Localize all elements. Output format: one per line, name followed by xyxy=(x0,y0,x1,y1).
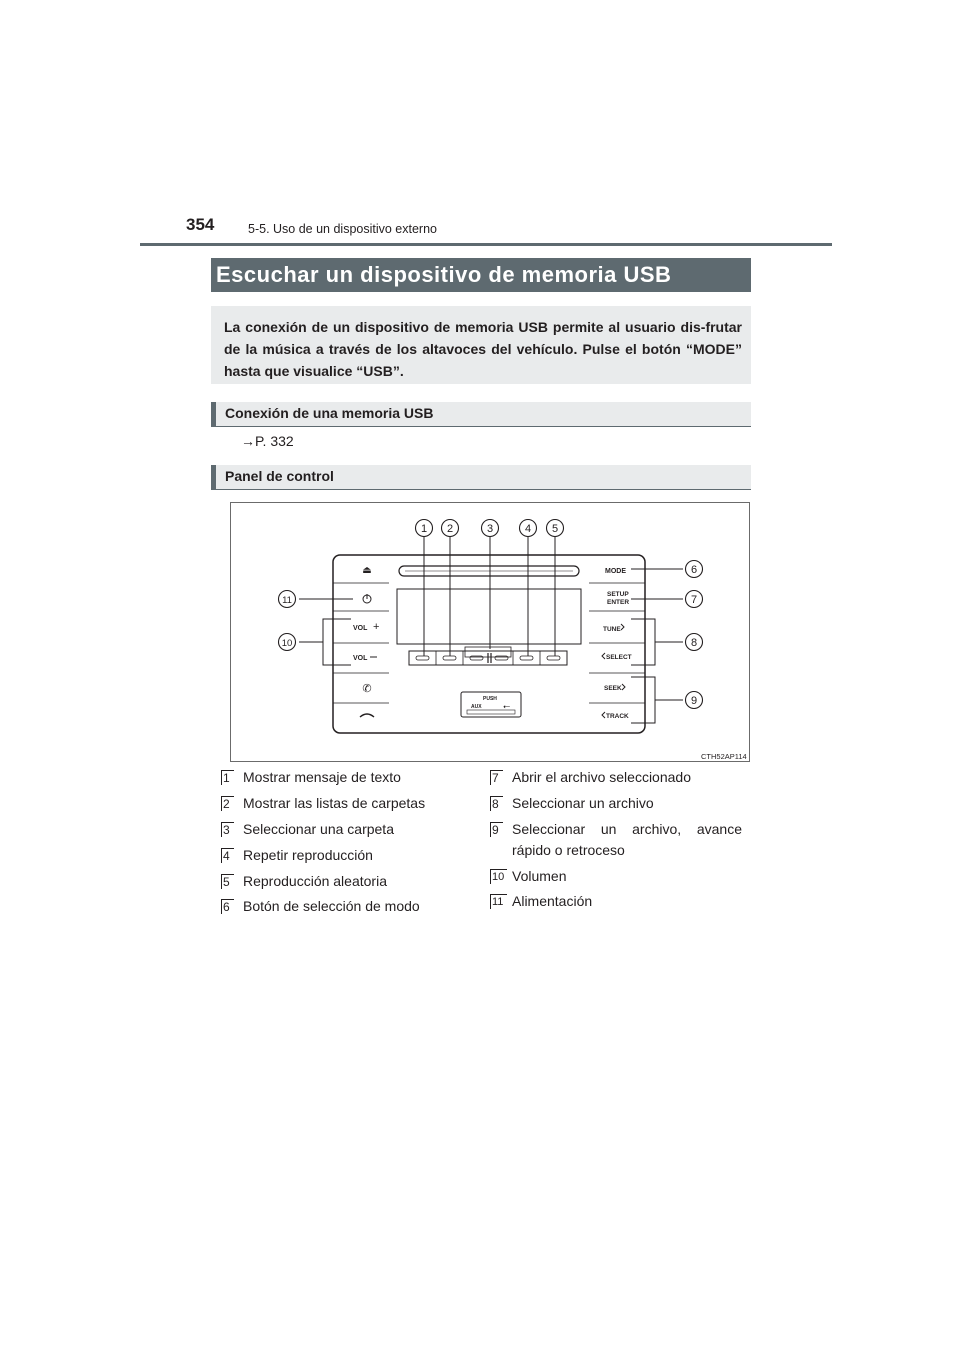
legend-label: Mostrar las listas de carpetas xyxy=(243,795,426,811)
control-panel-figure xyxy=(230,502,750,762)
control-panel-diagram xyxy=(231,503,749,761)
legend-number: 11 xyxy=(490,894,507,909)
enter-button-label: ENTER xyxy=(607,599,630,606)
setup-button-label: SETUP xyxy=(607,591,629,598)
tune-button-label: TUNE xyxy=(603,626,621,633)
page-number: 354 xyxy=(186,215,215,234)
subhead-connection xyxy=(211,402,751,427)
legend-number: 10 xyxy=(490,869,507,884)
vol-up-label: VOL xyxy=(353,625,368,632)
tune-arrow-icon xyxy=(621,624,624,630)
mode-button-label: MODE xyxy=(605,568,626,575)
select-arrow-icon xyxy=(602,653,605,659)
aux-label: AUX xyxy=(471,704,482,710)
legend-number: 5 xyxy=(221,874,234,889)
page-reference: →P. 332 xyxy=(241,433,294,449)
phone-icon: ✆ xyxy=(362,683,372,695)
legend-number: 8 xyxy=(490,796,503,811)
subhead-accent xyxy=(211,465,216,489)
subhead-accent xyxy=(211,402,216,426)
legend-number: 6 xyxy=(221,899,234,914)
header-divider xyxy=(140,243,832,246)
usb-icon: ⭠ xyxy=(503,701,511,711)
page-title: Escuchar un dispositivo de memoria USB xyxy=(216,262,672,287)
display-screen xyxy=(397,589,581,644)
callout-number-6: 6 xyxy=(690,564,698,576)
figure-code: CTH52AP114 xyxy=(701,752,747,761)
subhead-control-panel xyxy=(211,465,751,490)
legend-number: 9 xyxy=(490,822,503,837)
track-arrow-icon xyxy=(602,712,605,718)
legend-label: Abrir el archivo seleccionado xyxy=(512,769,691,785)
legend-label: Seleccionar una carpeta xyxy=(243,821,394,837)
callout-number-10: 10 xyxy=(281,638,293,649)
subhead-control-panel-label: Panel de control xyxy=(225,468,334,484)
legend-label: Mostrar mensaje de texto xyxy=(243,769,401,785)
seek-arrow-icon xyxy=(622,684,625,690)
callout-number-7: 7 xyxy=(690,594,698,606)
callout-number-8: 8 xyxy=(690,637,698,649)
callout-number-2: 2 xyxy=(446,523,454,535)
push-label: PUSH xyxy=(483,696,497,702)
legend-label: Botón de selección de modo xyxy=(243,898,420,914)
intro-paragraph: La conexión de un dispositivo de memoria USB permite al usuario dis-frutar de la música a través de los altavoces del vehículo. Pulse el botón “MODE” hasta que visualice “USB”. xyxy=(224,319,742,379)
callout-number-5: 5 xyxy=(551,523,559,535)
callout-number-11: 11 xyxy=(282,595,292,606)
callout-number-3: 3 xyxy=(486,523,494,535)
legend-label: Repetir reproducción xyxy=(243,847,373,863)
legend-number: 1 xyxy=(221,770,234,785)
legend-label: Seleccionar un archivo xyxy=(512,795,654,811)
callout-number-9: 9 xyxy=(690,695,698,707)
vol-down-label: VOL xyxy=(353,655,368,662)
subhead-connection-label: Conexión de una memoria USB xyxy=(225,405,434,421)
eject-icon: ⏏ xyxy=(362,565,372,576)
plus-icon: + xyxy=(373,621,380,633)
legend-label: Volumen xyxy=(512,868,567,884)
track-button-label: TRACK xyxy=(606,713,629,720)
legend-number: 7 xyxy=(490,770,503,785)
legend-number: 4 xyxy=(221,848,234,863)
legend-label: Reproducción aleatoria xyxy=(243,873,387,889)
callout-number-1: 1 xyxy=(420,523,428,535)
legend-label: Alimentación xyxy=(512,893,593,909)
callout-number-4: 4 xyxy=(524,523,532,535)
legend-number: 2 xyxy=(221,796,234,811)
legend-number: 3 xyxy=(221,822,234,837)
legend-label: Seleccionar un archivo, avance rápido o retroceso xyxy=(512,821,742,858)
section-breadcrumb: 5-5. Uso de un dispositivo externo xyxy=(248,222,437,236)
seek-button-label: SEEK xyxy=(604,685,622,692)
select-button-label: SELECT xyxy=(606,654,632,661)
hang-up-icon xyxy=(360,714,374,717)
